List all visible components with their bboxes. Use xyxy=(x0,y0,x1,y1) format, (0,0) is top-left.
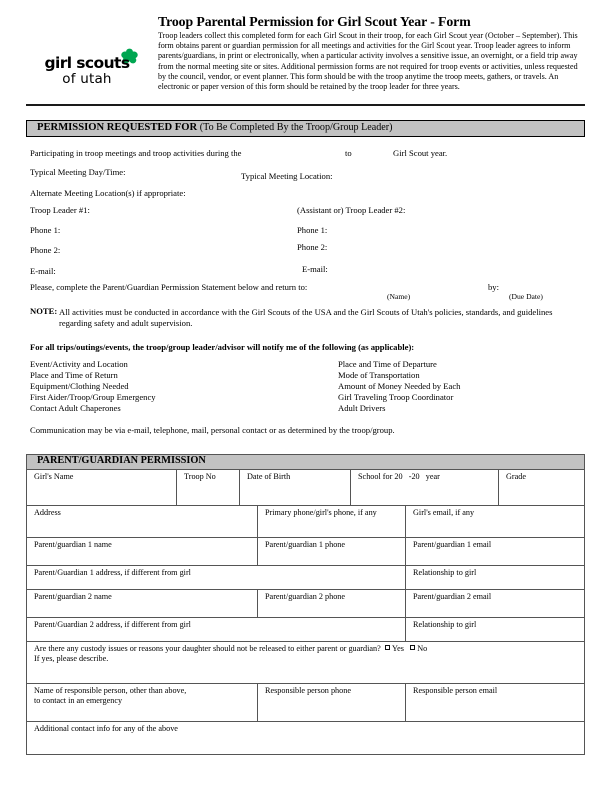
communication-note: Communication may be via e-mail, telephone, mail, personal contact or as determined by the troop/group. xyxy=(30,425,395,435)
responsible-person-name-line1: Name of responsible person, other than above, xyxy=(34,686,187,695)
pg2-address-label: Parent/Guardian 2 address, if different from girl xyxy=(34,620,191,629)
table-row xyxy=(27,506,584,538)
pg1-phone-label: Parent/guardian 1 phone xyxy=(265,540,346,549)
trips-right-item-5: Adult Drivers xyxy=(338,403,386,413)
date-of-birth-label: Date of Birth xyxy=(247,472,291,481)
return-to-label: Please, complete the Parent/Guardian Permission Statement below and return to: xyxy=(30,282,308,292)
cell-pg2-email[interactable] xyxy=(406,590,584,617)
responsible-person-phone-label: Responsible person phone xyxy=(265,686,351,695)
page-title: Troop Parental Permission for Girl Scout Year - Form xyxy=(158,14,471,29)
cell-pg2-name[interactable] xyxy=(27,590,258,617)
custody-if-yes-label: If yes, please describe. xyxy=(34,654,109,664)
primary-phone-label: Primary phone/girl's phone, if any xyxy=(265,508,377,517)
leader1-email-label: E-mail: xyxy=(30,266,56,276)
participating-line-to: to xyxy=(345,148,352,158)
cell-custody-question[interactable] xyxy=(27,642,584,683)
troop-leader-2-label: (Assistant or) Troop Leader #2: xyxy=(297,205,406,215)
participating-line-suffix: Girl Scout year. xyxy=(393,148,448,158)
permission-requested-subtitle: (To Be Completed By the Troop/Group Leader) xyxy=(199,122,393,133)
permission-requested-bar-text xyxy=(37,123,393,134)
cell-date-of-birth[interactable] xyxy=(240,470,351,505)
cell-pg1-phone[interactable] xyxy=(258,538,406,565)
parent-guardian-header-label: PARENT/GUARDIAN PERMISSION xyxy=(37,455,206,466)
custody-no-label: No xyxy=(417,644,428,653)
name-caption: (Name) xyxy=(387,292,411,301)
leader2-phone1-label: Phone 1: xyxy=(297,225,328,235)
trips-heading: For all trips/outings/events, the troop/group leader/advisor will notify me of the following (as applicable): xyxy=(30,342,415,352)
cell-grade[interactable] xyxy=(499,470,584,505)
leader1-phone2-label: Phone 2: xyxy=(30,245,61,255)
pg1-name-label: Parent/guardian 1 name xyxy=(34,540,112,549)
cell-girls-email[interactable] xyxy=(406,506,584,537)
table-row xyxy=(27,590,584,618)
parent-guardian-header-bar xyxy=(27,455,584,470)
cell-pg2-relationship[interactable] xyxy=(406,618,584,641)
pg1-relationship-label: Relationship to girl xyxy=(413,568,477,577)
table-row xyxy=(27,642,584,684)
additional-contact-label: Additional contact info for any of the above xyxy=(34,724,178,733)
intro-paragraph: Troop leaders collect this completed form for each Girl Scout in their troop, for each Girl Scout year (October – September). This form obtains parent or guardian permission for all meetings and activities for the Girl Scout year. Troop leader agrees to inform parents/guardians, in print or electronically, when a particular activity involves a sensitive issue, an overnight, or a field trip away from the normal meeting site or sites. Additional permission forms are not required for troop events or activities, unless requested by the council, vendor, or event planner. This form should be with the troop anytime the troop meets, gathers, or travels. An electronic or paper version of this form should be retained by the troop leader for three years. xyxy=(158,31,578,92)
cell-address[interactable] xyxy=(27,506,258,537)
header-divider xyxy=(26,104,585,106)
table-row xyxy=(27,684,584,722)
cell-pg1-address[interactable] xyxy=(27,566,406,589)
cell-pg1-email[interactable] xyxy=(406,538,584,565)
typical-meeting-daytime-label: Typical Meeting Day/Time: xyxy=(30,167,126,177)
cell-responsible-person-email[interactable] xyxy=(406,684,584,721)
trips-right-item-4: Girl Traveling Troop Coordinator xyxy=(338,392,454,402)
grade-label: Grade xyxy=(506,472,527,481)
troop-leader-1-label: Troop Leader #1: xyxy=(30,205,90,215)
address-label: Address xyxy=(34,508,61,517)
cell-girls-name[interactable] xyxy=(27,470,177,505)
girls-name-label: Girl's Name xyxy=(34,472,74,481)
trips-left-item-2: Place and Time of Return xyxy=(30,370,118,380)
alternate-meeting-location-label: Alternate Meeting Location(s) if appropriate: xyxy=(30,188,186,198)
school-dash-label: -20 xyxy=(408,472,420,481)
school-for-label: School for 20 xyxy=(358,472,403,481)
custody-yes-label: Yes xyxy=(392,644,404,653)
by-label: by: xyxy=(488,282,499,292)
cell-pg1-name[interactable] xyxy=(27,538,258,565)
trips-right-item-2: Mode of Transportation xyxy=(338,370,420,380)
permission-requested-bar xyxy=(26,120,585,137)
leader1-phone1-label: Phone 1: xyxy=(30,225,61,235)
participating-line-prefix: Participating in troop meetings and troop activities during the xyxy=(30,148,242,158)
trips-left-item-4: First Aider/Troop/Group Emergency xyxy=(30,392,156,402)
typical-meeting-location-label: Typical Meeting Location: xyxy=(241,171,333,181)
cell-responsible-person-phone[interactable] xyxy=(258,684,406,721)
permission-requested-label: PERMISSION REQUESTED FOR xyxy=(37,122,198,133)
cell-responsible-person-name[interactable] xyxy=(27,684,258,721)
trips-right-item-1: Place and Time of Departure xyxy=(338,359,437,369)
checkbox-no-icon[interactable] xyxy=(410,645,415,650)
pg2-email-label: Parent/guardian 2 email xyxy=(413,592,492,601)
logo-wordmark: girl scouts xyxy=(44,54,130,72)
troop-no-label: Troop No xyxy=(184,472,216,481)
trips-left-item-3: Equipment/Clothing Needed xyxy=(30,381,129,391)
trips-left-item-5: Contact Adult Chaperones xyxy=(30,403,121,413)
table-row xyxy=(27,566,584,590)
parent-guardian-table xyxy=(26,454,585,755)
table-row xyxy=(27,470,584,506)
cell-troop-no[interactable] xyxy=(177,470,240,505)
table-row xyxy=(27,722,584,754)
note-label: NOTE: xyxy=(30,306,58,316)
leader2-email-label: E-mail: xyxy=(302,264,328,274)
note-text: All activities must be conducted in accordance with the Girl Scouts of the USA and the Girl Scouts of Utah's policies, standards, and guidelines regarding safety and adult supervision. xyxy=(59,307,553,329)
pg1-email-label: Parent/guardian 1 email xyxy=(413,540,492,549)
trips-left-item-1: Event/Activity and Location xyxy=(30,359,128,369)
pg2-name-label: Parent/guardian 2 name xyxy=(34,592,112,601)
trips-right-item-3: Amount of Money Needed by Each xyxy=(338,381,461,391)
cell-pg1-relationship[interactable] xyxy=(406,566,584,589)
pg1-address-label: Parent/Guardian 1 address, if different from girl xyxy=(34,568,191,577)
cell-primary-phone[interactable] xyxy=(258,506,406,537)
due-date-caption: (Due Date) xyxy=(509,292,543,301)
pg2-phone-label: Parent/guardian 2 phone xyxy=(265,592,346,601)
responsible-person-name-line2: to contact in an emergency xyxy=(34,696,123,706)
responsible-person-email-label: Responsible person email xyxy=(413,686,498,695)
cell-additional-contact[interactable] xyxy=(27,722,584,754)
document-header xyxy=(0,14,612,102)
custody-question-label: Are there any custody issues or reasons your daughter should not be released to either parent or guardian? xyxy=(34,644,381,653)
leader2-phone2-label: Phone 2: xyxy=(297,242,328,252)
table-row xyxy=(27,618,584,642)
girl-scouts-logo xyxy=(34,42,152,92)
table-row xyxy=(27,538,584,566)
school-year-label: year xyxy=(425,472,440,481)
checkbox-yes-icon[interactable] xyxy=(385,645,390,650)
cell-pg2-phone[interactable] xyxy=(258,590,406,617)
pg2-relationship-label: Relationship to girl xyxy=(413,620,477,629)
cell-pg2-address[interactable] xyxy=(27,618,406,641)
girls-email-label: Girl's email, if any xyxy=(413,508,475,517)
cell-school-year[interactable] xyxy=(351,470,499,505)
logo-council-name: of utah xyxy=(62,71,112,87)
